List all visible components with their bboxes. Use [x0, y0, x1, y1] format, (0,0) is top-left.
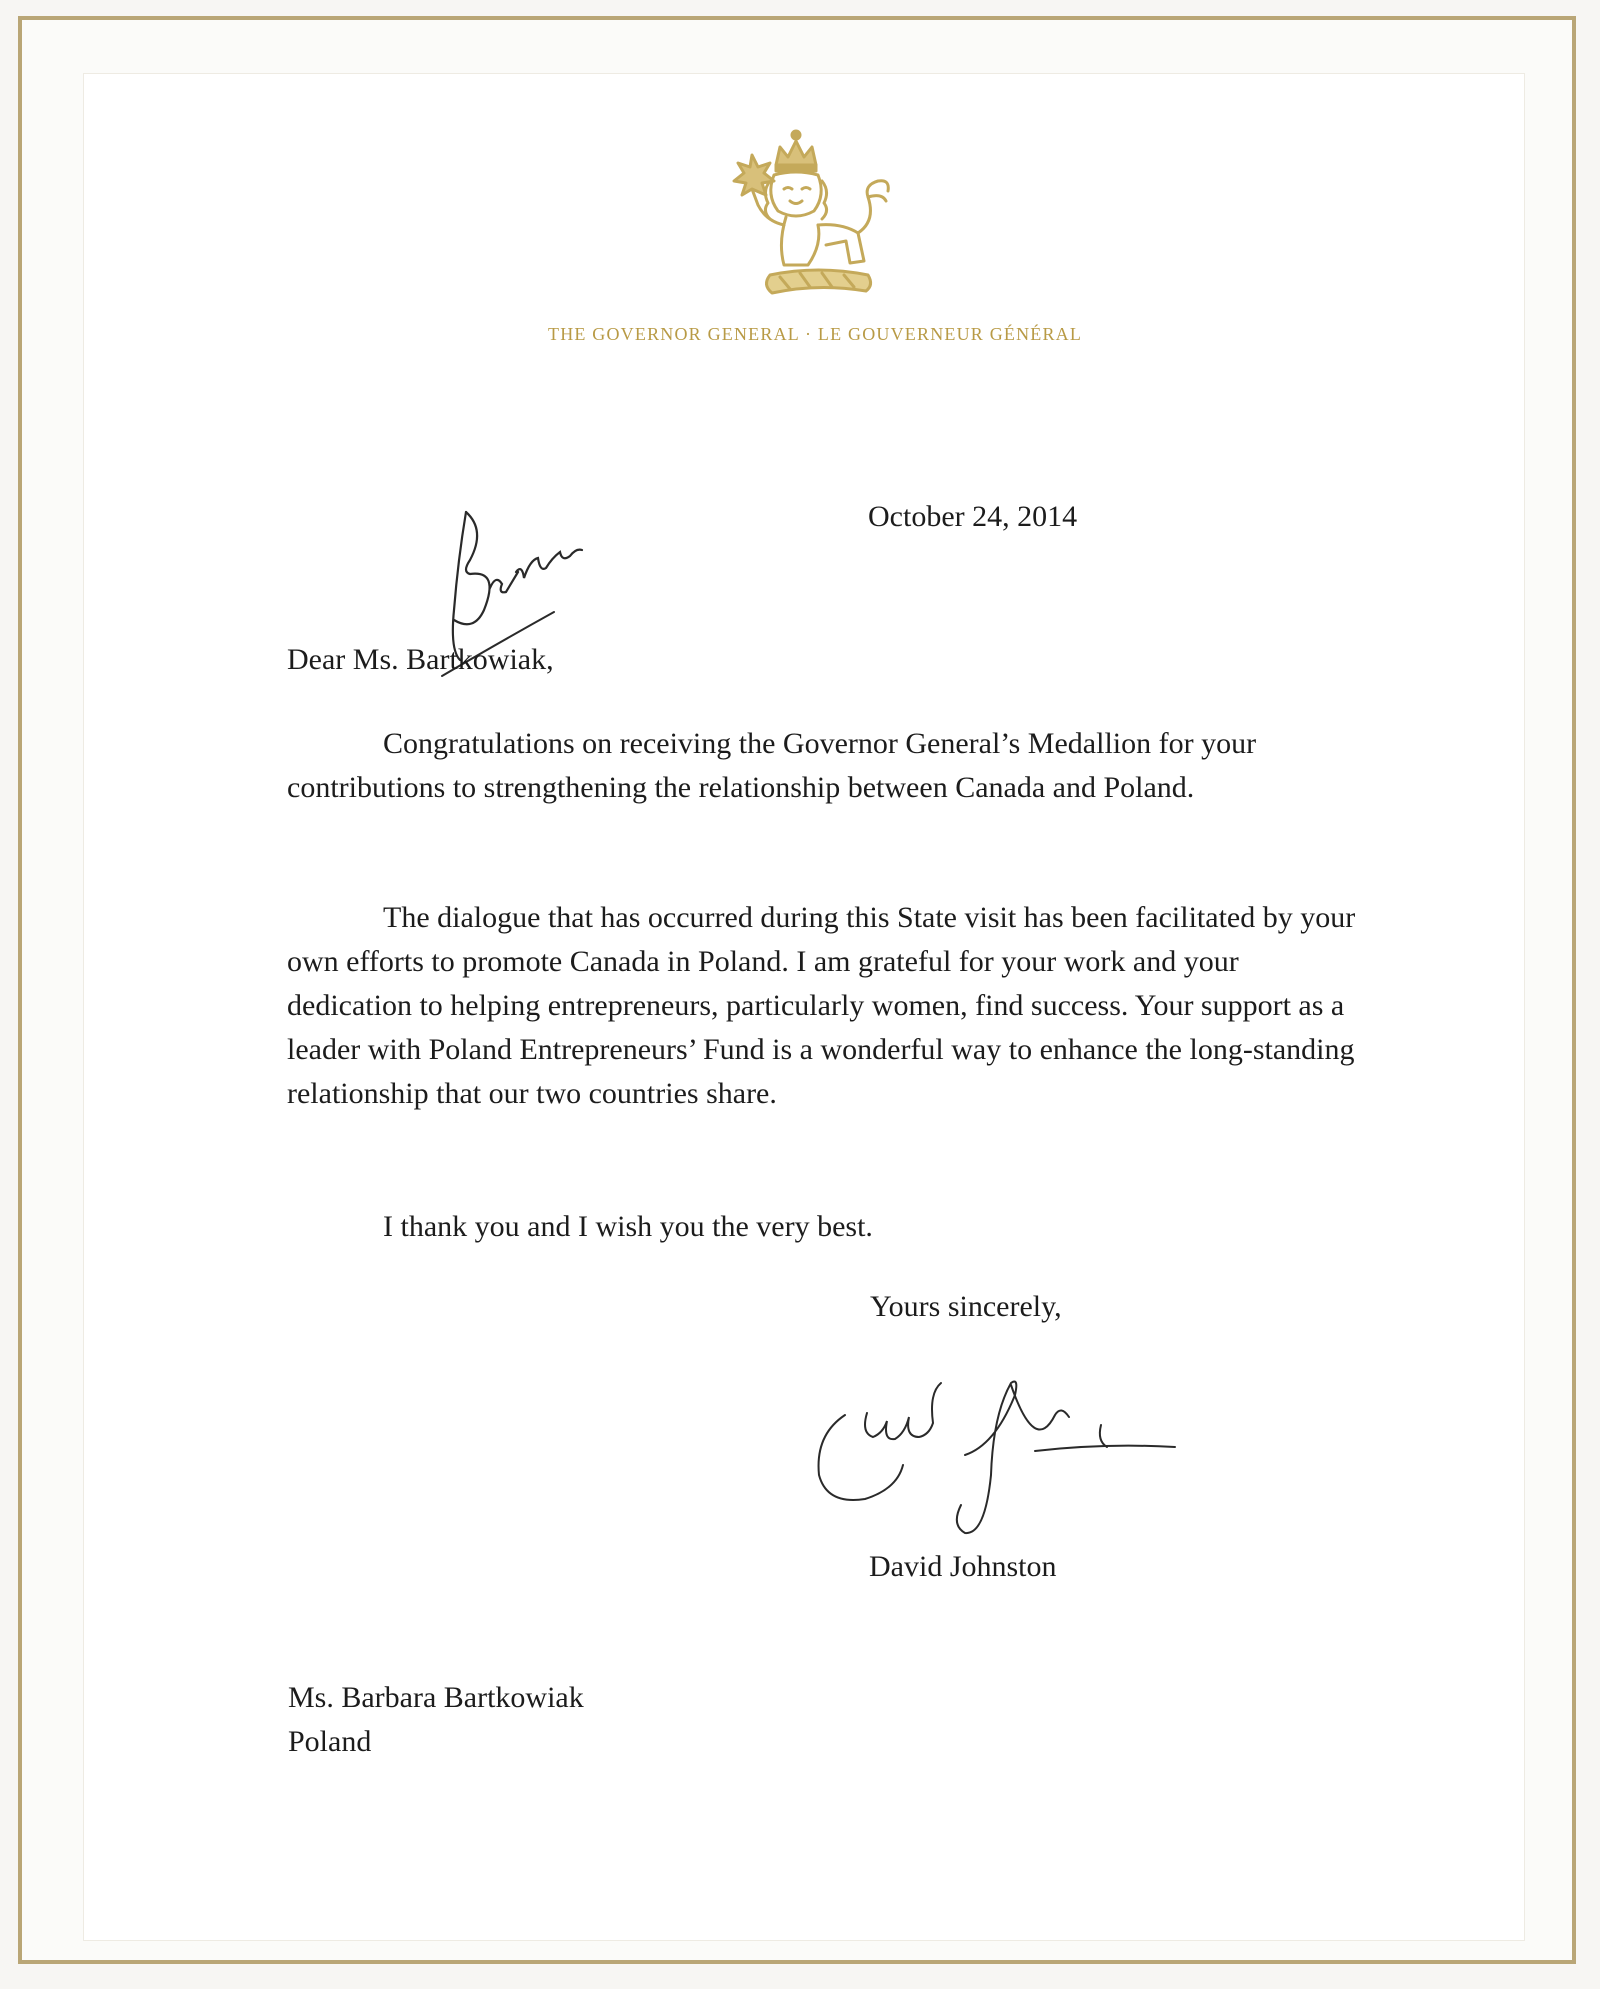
paragraph-1: [287, 722, 1367, 810]
crest-icon: [718, 125, 898, 310]
signature-icon: [805, 1355, 1195, 1565]
paragraph-2-text: The dialogue that has occurred during this State visit has been facilitated by your own efforts to promote Canada in Poland. I am grateful for your work and your dedication to helping entrepreneurs, particularly women, find success. Your support as a leader with Poland Entrepreneurs’ Fund is a wonderful way to enhance the long-standing relationship that our two countries share.: [287, 901, 1356, 1110]
letterhead-title: THE GOVERNOR GENERAL · LE GOUVERNEUR GÉNÉRAL: [548, 324, 1083, 344]
salutation: Dear Ms. Bartkowiak,: [287, 643, 554, 676]
letter-date: October 24, 2014: [868, 500, 1078, 533]
recipient-country: Poland: [288, 1725, 372, 1758]
paragraph-3: [287, 1205, 1367, 1249]
paragraph-1-text: Congratulations on receiving the Governor General’s Medallion for your contributions to strengthening the relationship between Canada and Poland.: [287, 727, 1257, 804]
paragraph-2: [287, 896, 1367, 1116]
signer-name: David Johnston: [869, 1550, 1057, 1583]
recipient-name: Ms. Barbara Bartkowiak: [288, 1681, 584, 1714]
paragraph-3-text: I thank you and I wish you the very best.: [383, 1210, 873, 1243]
closing: Yours sincerely,: [870, 1290, 1062, 1323]
